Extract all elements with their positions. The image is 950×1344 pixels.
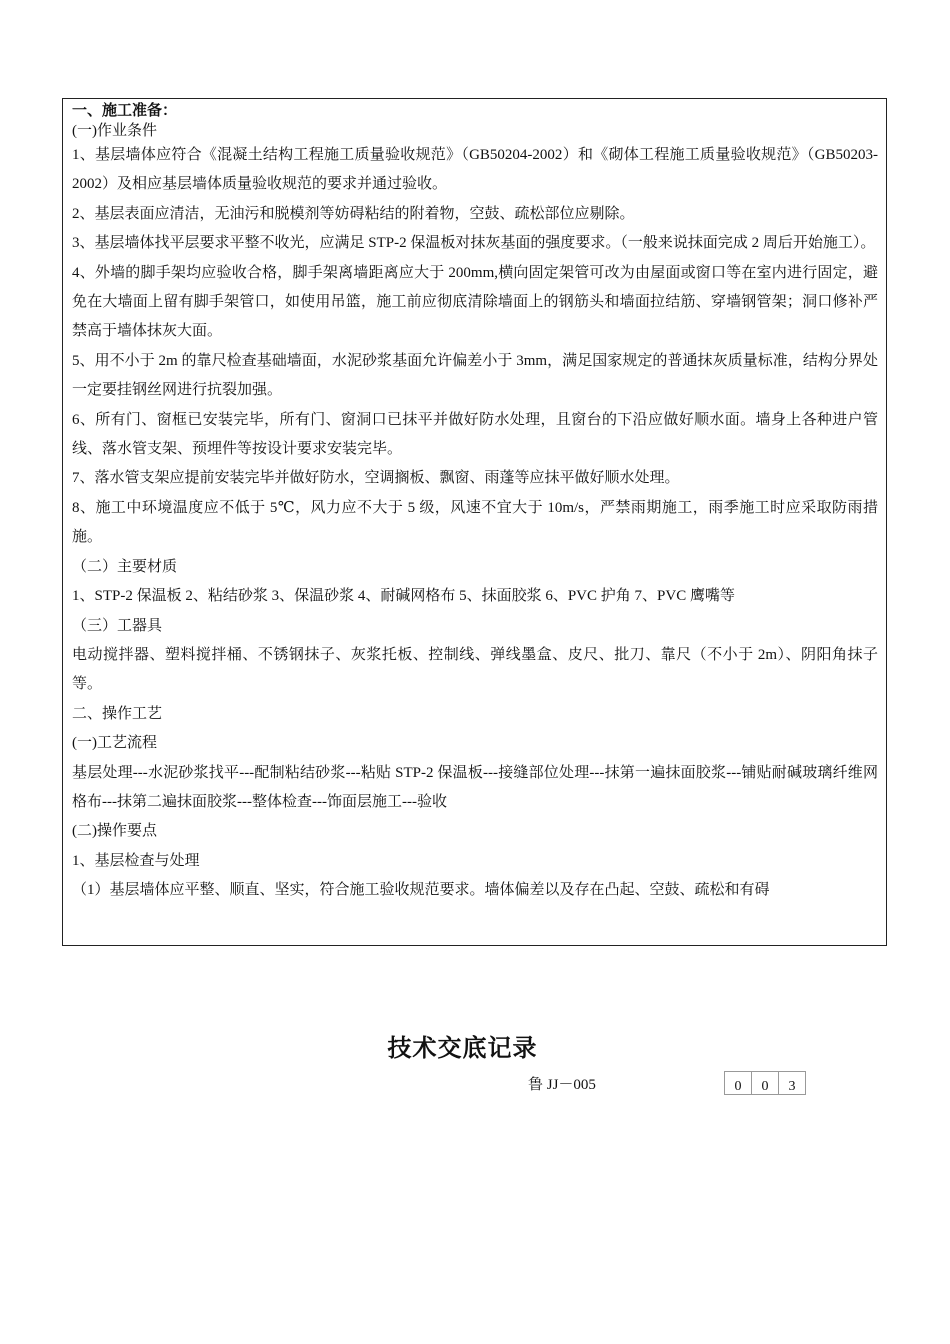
record-number-digit: 0 xyxy=(724,1071,752,1095)
content-box xyxy=(62,98,887,946)
condition-4: 4、外墙的脚手架均应验收合格，脚手架离墙距离应大于 200mm,横向固定架管可改为由屋面或窗口等在室内进行固定，避免在大墙面上留有脚手架管口，如使用吊篮，施工前应彻底清除墙面上的钢筋头和墙面拉结筋、穿墙钢管架；洞口修补严禁高于墙体抹灰大面。 xyxy=(72,264,878,340)
materials-list: 1、STP-2 保温板 2、粘结砂浆 3、保温砂浆 4、耐碱网格布 5、抹面胶浆 6、PVC 护角 7、PVC 鹰嘴等 xyxy=(72,588,735,605)
record-number-digit: 3 xyxy=(778,1071,806,1095)
condition-1: 1、基层墙体应符合《混凝土结构工程施工质量验收规范》（GB50204-2002）和《砌体工程施工质量验收规范》（GB50203-2002）及相应基层墙体质量验收规范的要求并通过验收。 xyxy=(72,147,878,193)
subsection-key-points: (二)操作要点 xyxy=(72,823,157,840)
key-point-1-text: （1）基层墙体应平整、顺直、坚实，符合施工验收规范要求。墙体偏差以及存在凸起、空鼓、疏松和有碍 xyxy=(72,882,770,899)
condition-8: 8、施工中环境温度应不低于 5℃，风力应不大于 5 级，风速不宜大于 10m/s，严禁雨期施工，雨季施工时应采取防雨措施。 xyxy=(72,499,878,546)
subsection-materials: （二）主要材质 xyxy=(72,558,178,575)
tools-list: 电动搅拌器、塑料搅拌桶、不锈钢抹子、灰浆托板、控制线、弹线墨盒、皮尺、批刀、靠尺（不小于 2m）、阴阳角抹子等。 xyxy=(72,646,878,693)
section-1-heading: 一、施工准备： xyxy=(72,103,178,119)
record-code: 鲁 JJ－005 xyxy=(528,1077,596,1093)
process-flow-text: 基层处理---水泥砂浆找平---配制粘结砂浆---粘贴 STP-2 保温板---接缝部位处理---抹第一遍抹面胶浆---铺贴耐碱玻璃纤维网格布---抹第二遍抹面胶浆---整体检查---饰面层施工---验收 xyxy=(72,764,878,810)
record-number-digit: 0 xyxy=(751,1071,779,1095)
subsection-process-flow: (一)工艺流程 xyxy=(72,735,157,752)
record-number-boxes xyxy=(725,1071,806,1095)
condition-7: 7、落水管支架应提前安装完毕并做好防水，空调搁板、飘窗、雨蓬等应抹平做好顺水处理。 xyxy=(72,470,680,487)
condition-3: 3、基层墙体找平层要求平整不收光，应满足 STP-2 保温板对抹灰基面的强度要求。（一般来说抹面完成 2 周后开始施工）。 xyxy=(72,235,876,252)
subsection-tools: （三）工器具 xyxy=(72,617,163,634)
condition-2: 2、基层表面应清洁，无油污和脱模剂等妨碍粘结的附着物，空鼓、疏松部位应剔除。 xyxy=(72,205,635,222)
key-point-1-title: 1、基层检查与处理 xyxy=(72,852,200,869)
subsection-work-conditions: (一)作业条件 xyxy=(72,123,157,139)
condition-5: 5、用不小于 2m 的靠尺检查基础墙面，水泥砂浆基面允许偏差小于 3mm，满足国家规定的普通抹灰质量标准，结构分界处一定要挂钢丝网进行抗裂加强。 xyxy=(72,352,878,399)
section-2-heading: 二、操作工艺 xyxy=(72,705,163,722)
condition-6: 6、所有门、窗框已安装完毕，所有门、窗洞口已抹平并做好防水处理，且窗台的下沿应做好顺水面。墙身上各种进户管线、落水管支架、预埋件等按设计要求安装完毕。 xyxy=(72,411,878,458)
record-title: 技术交底记录 xyxy=(387,1036,538,1062)
